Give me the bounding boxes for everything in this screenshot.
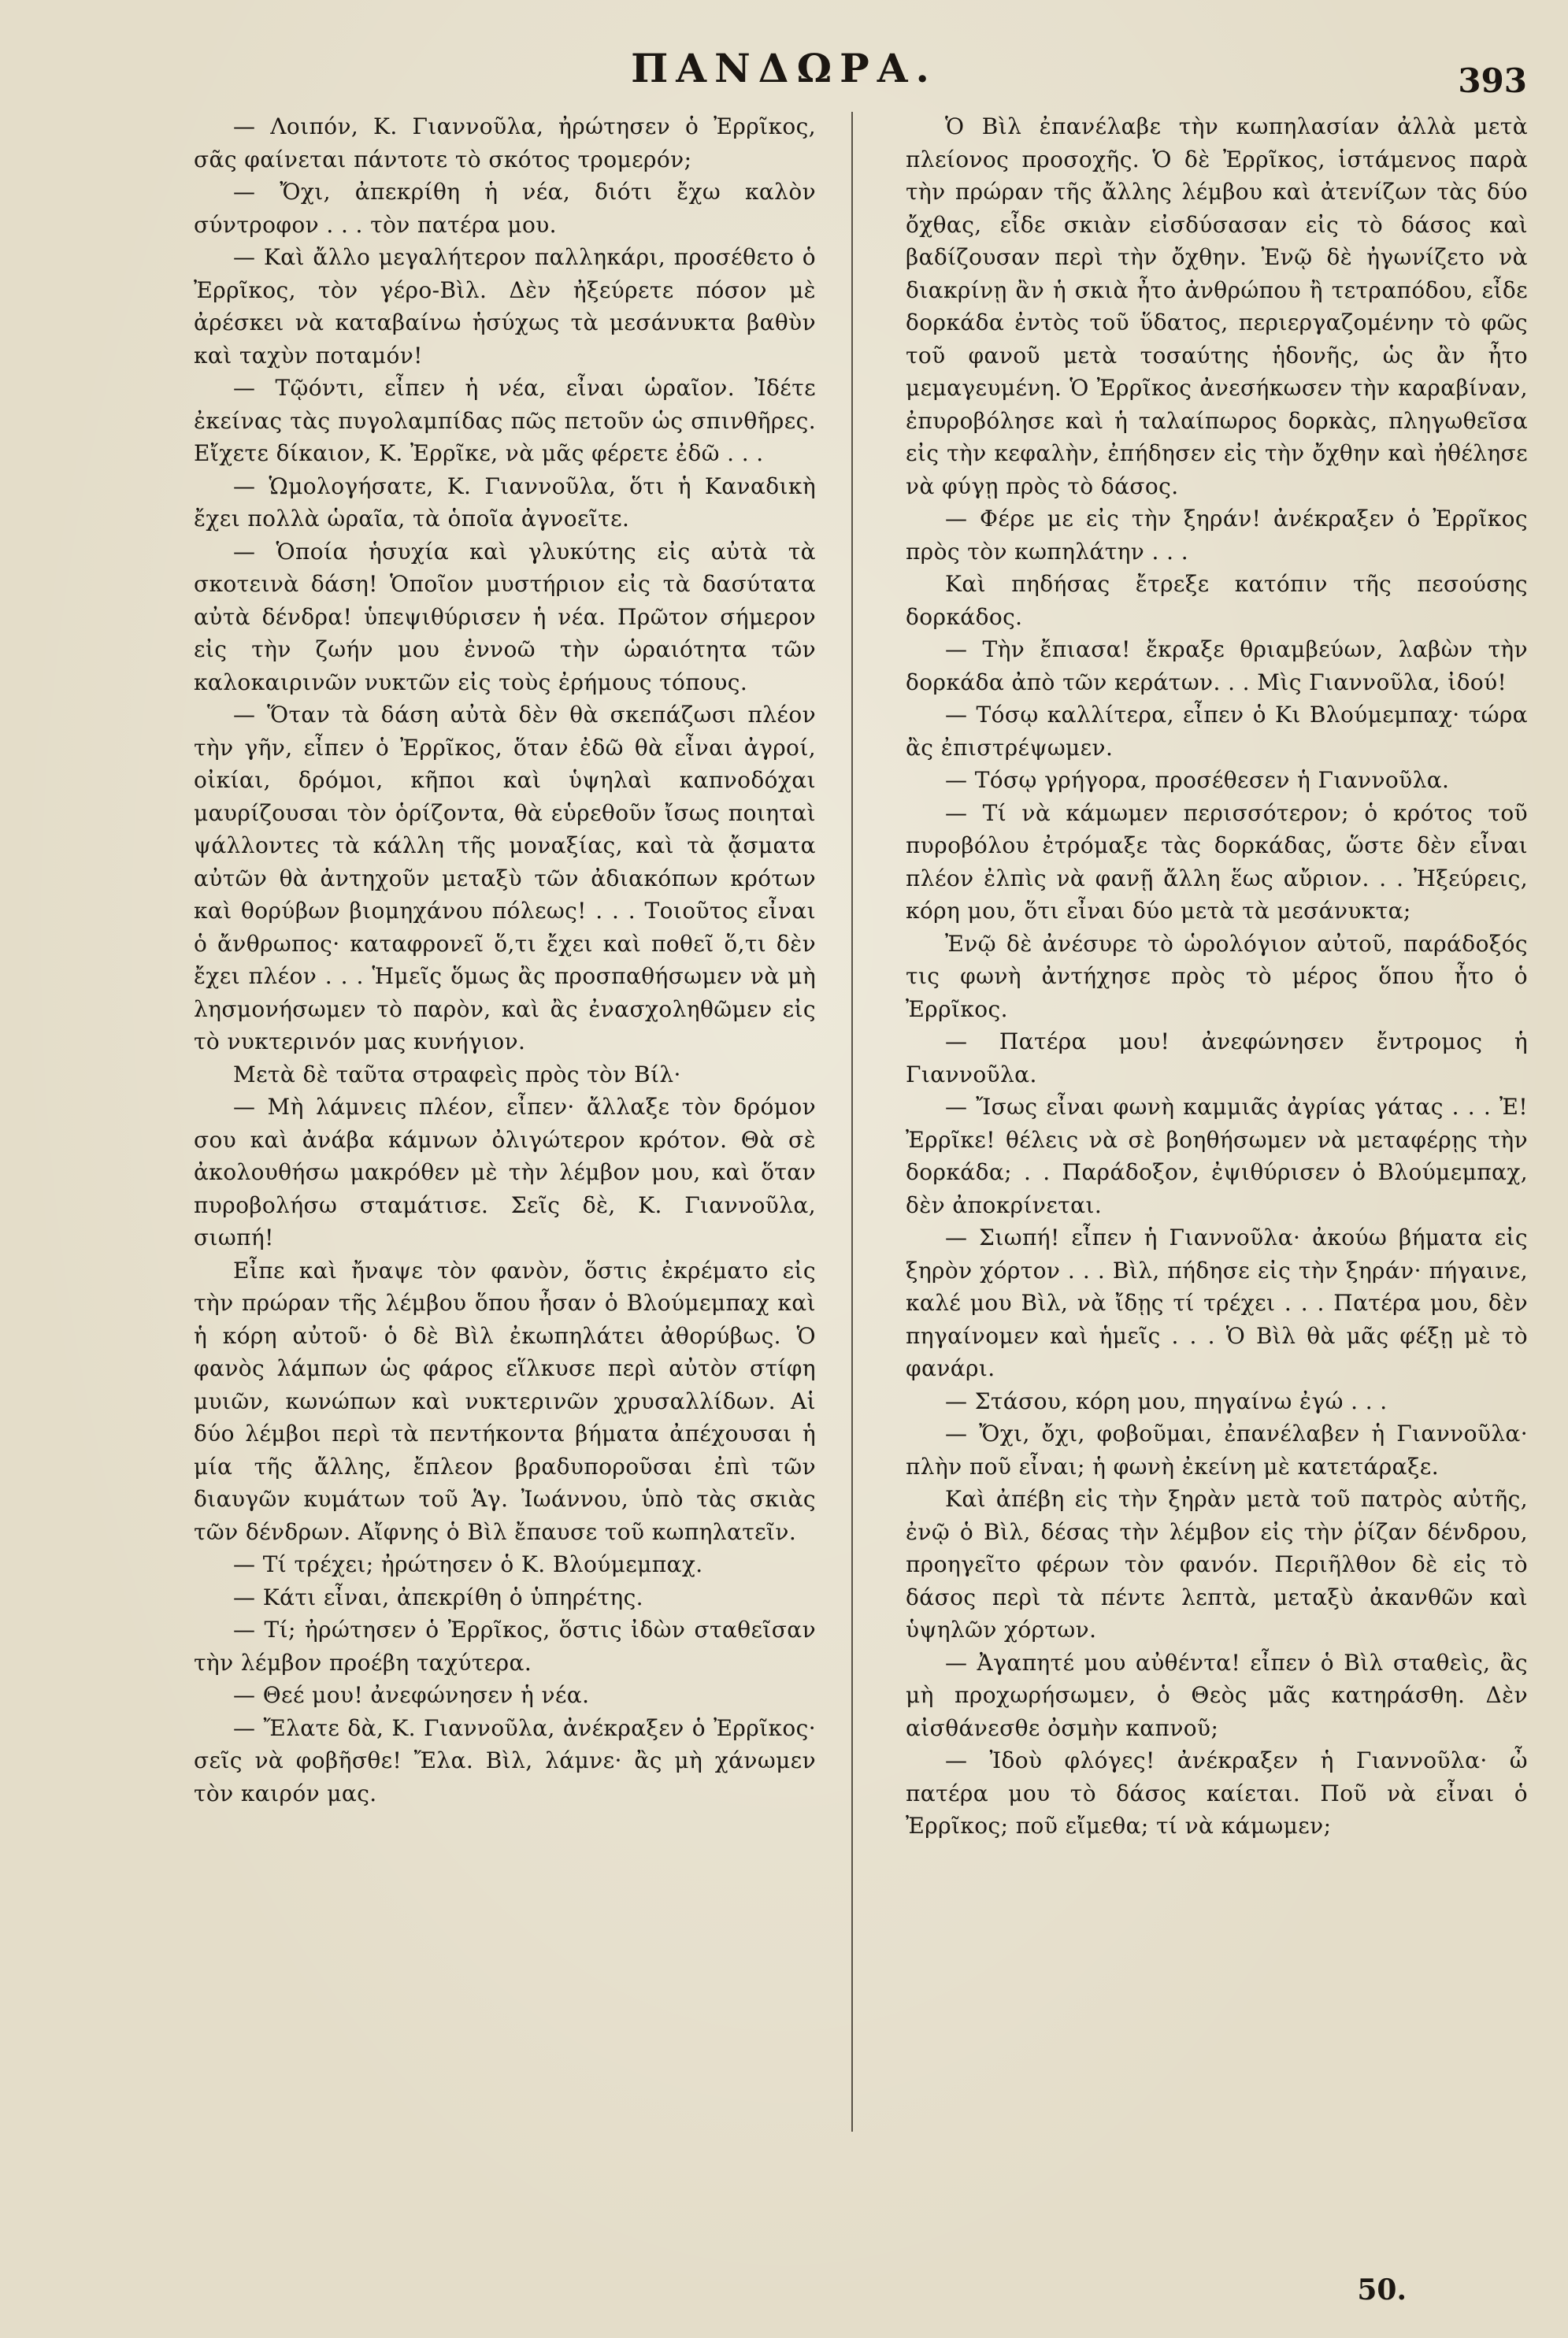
paragraph: — Στάσου, κόρη μου, πηγαίνω ἐγώ . . .: [945, 1388, 1388, 1414]
paragraph: Ὁ Βὶλ ἐπανέλαβε τὴν κωπηλασίαν ἀλλὰ μετὰ πλείονος προσοχῆς. Ὁ δὲ Ἐρρῖκος, ἱστάμενος παρὰ τὴν πρώραν τῆς ἄλλης λέμβου καὶ ἀτενίζων τὰς δύο ὄχθας, εἶδε σκιὰν εἰσδύσασαν εἰς τὸ δάσος καὶ βαδίζουσαν περὶ τὴν ὄχθην. Ἐνῷ δὲ ἠγωνίζετο νὰ διακρίνῃ ἂν ἡ σκιὰ ἦτο ἀνθρώπου ἢ τετραπόδου, εἶδε δορκάδα ἐντὸς τοῦ ὕδατος, περιεργαζομένην τὸ φῶς τοῦ φανοῦ μετὰ τοσαύτης ἡδονῆς, ὡς ἂν ἦτο μεμαγευμένη. Ὁ Ἐρρῖκος ἀνεσήκωσεν τὴν καραβίναν, ἐπυροβόλησε καὶ ἡ ταλαίπωρος δορκὰς, πληγωθεῖσα εἰς τὴν κεφαλὴν, ἐπήδησεν εἰς τὴν ὄχθην καὶ ἠθέλησε νὰ φύγῃ πρὸς τὸ δάσος.: [906, 113, 1528, 499]
paragraph: — Ἰδοὺ φλόγες! ἀνέκραξεν ἡ Γιαννοῦλα· ὦ πατέρα μου τὸ δάσος καίεται. Ποῦ νὰ εἶναι ὁ Ἐρρῖκος; ποῦ εἴμεθα; τί νὰ κάμωμεν;: [906, 1747, 1528, 1839]
paragraph: — Μὴ λάμνεις πλέον, εἶπεν· ἄλλαξε τὸν δρόμον σου καὶ ἀνάβα κάμνων ὀλιγώτερον κρότον. Θὰ σὲ ἀκολουθήσω μακρόθεν μὲ τὴν λέμβον μου, καὶ ὅταν πυροβολήσω σταμάτισε. Σεῖς δὲ, Κ. Γιαννοῦλα, σιωπή!: [194, 1094, 816, 1251]
paragraph: Μετὰ δὲ ταῦτα στραφεὶς πρὸς τὸν Βίλ·: [233, 1061, 681, 1087]
paragraph: — Ὁποία ἡσυχία καὶ γλυκύτης εἰς αὐτὰ τὰ σκοτεινὰ δάση! Ὁποῖον μυστήριον εἰς τὰ δασύτατα αὐτὰ δένδρα! ὑπεψιθύρισεν ἡ νέα. Πρῶτον σήμερον εἰς τὴν ζωήν μου ἐννοῶ τὴν ὡραιότητα τῶν καλοκαιρινῶν νυκτῶν εἰς τοὺς ἐρήμους τόπους.: [194, 538, 816, 695]
signature-mark: 50.: [1357, 2273, 1407, 2307]
paragraph: — Τῷόντι, εἶπεν ἡ νέα, εἶναι ὡραῖον. Ἰδέτε ἐκείνας τὰς πυγολαμπίδας πῶς πετοῦν ὡς σπινθῆρες. Εἴχετε δίκαιον, Κ. Ἐρρῖκε, νὰ μᾶς φέρετε ἐδῶ . . .: [194, 375, 816, 466]
page-number: 393: [1458, 61, 1527, 100]
paragraph: — Κάτι εἶναι, ἀπεκρίθη ὁ ὑπηρέτης.: [233, 1584, 643, 1610]
paragraph: — Τί τρέχει; ἠρώτησεν ὁ Κ. Βλούμεμπαχ.: [233, 1551, 703, 1577]
paragraph: — Τόσῳ γρήγορα, προσέθεσεν ἡ Γιαννοῦλα.: [945, 767, 1450, 793]
paragraph: Εἶπε καὶ ἤναψε τὸν φανὸν, ὅστις ἐκρέματο εἰς τὴν πρώραν τῆς λέμβου ὅπου ἦσαν ὁ Βλούμεμπαχ καὶ ἡ κόρη αὐτοῦ· ὁ δὲ Βὶλ ἐκωπηλάτει ἀθορύβως. Ὁ φανὸς λάμπων ὡς φάρος εἵλκυσε περὶ αὐτὸν στίφη μυιῶν, κωνώπων καὶ νυκτερινῶν χρυσαλλίδων. Αἱ δύο λέμβοι περὶ τὰ πεντήκοντα βήματα ἀπέχουσαι ἡ μία τῆς ἄλλης, ἔπλεον βραδυποροῦσαι ἐπὶ τῶν διαυγῶν κυμάτων τοῦ Ἁγ. Ἰωάννου, ὑπὸ τὰς σκιὰς τῶν δένδρων. Αἴφνης ὁ Βὶλ ἔπαυσε τοῦ κωπηλατεῖν.: [194, 1257, 816, 1545]
paragraph: — Τόσῳ καλλίτερα, εἶπεν ὁ Κι Βλούμεμπαχ· τώρα ἂς ἐπιστρέψωμεν.: [906, 702, 1528, 761]
paragraph: — Λοιπόν, Κ. Γιαννοῦλα, ἠρώτησεν ὁ Ἐρρῖκος, σᾶς φαίνεται πάντοτε τὸ σκότος τρομερόν;: [194, 113, 816, 172]
paragraph: Καὶ πηδήσας ἔτρεξε κατόπιν τῆς πεσούσης δορκάδος.: [906, 571, 1528, 630]
paragraph: — Πατέρα μου! ἀνεφώνησεν ἔντρομος ἡ Γιαννοῦλα.: [906, 1028, 1528, 1087]
paragraph: — Ὄχι, ὄχι, φοβοῦμαι, ἐπανέλαβεν ἡ Γιαννοῦλα· πλὴν ποῦ εἶναι; ἡ φωνὴ ἐκείνη μὲ κατετάραξε.: [906, 1421, 1528, 1480]
paragraph: — Ἴσως εἶναι φωνὴ καμμιᾶς ἀγρίας γάτας . . . Ἐ! Ἐρρῖκε! θέλεις νὰ σὲ βοηθήσωμεν νὰ μεταφέρῃς τὴν δορκάδα; . . Παράδοξον, ἐψιθύρισεν ὁ Βλούμεμπαχ, δὲν ἀποκρίνεται.: [906, 1094, 1528, 1218]
paragraph: — Τί νὰ κάμωμεν περισσότερον; ὁ κρότος τοῦ πυροβόλου ἐτρόμαξε τὰς δορκάδας, ὥστε δὲν εἶναι πλέον ἐλπὶς νὰ φανῇ ἄλλη ἕως αὔριον. . . Ἠξεύρεις, κόρη μου, ὅτι εἶναι δύο μετὰ τὰ μεσάνυκτα;: [906, 799, 1528, 924]
paragraph: Ἐνῷ δὲ ἀνέσυρε τὸ ὡρολόγιον αὐτοῦ, παράδοξός τις φωνὴ ἀντήχησε πρὸς τὸ μέρος ὅπου ἦτο ὁ Ἐρρῖκος.: [906, 930, 1528, 1022]
paragraph: — Ὡμολογήσατε, Κ. Γιαννοῦλα, ὅτι ἡ Καναδικὴ ἔχει πολλὰ ὡραῖα, τὰ ὁποῖα ἀγνοεῖτε.: [194, 472, 816, 532]
paragraph: — Καὶ ἄλλο μεγαλήτερον παλληκάρι, προσέθετο ὁ Ἐρρῖκος, τὸν γέρο-Βὶλ. Δὲν ἠξεύρετε πόσον μὲ ἀρέσκει νὰ καταβαίνω ἡσύχως τὰ μεσάνυκτα βαθὺν καὶ ταχὺν ποταμόν!: [194, 244, 816, 369]
paragraph: — Τί; ἠρώτησεν ὁ Ἐρρῖκος, ὅστις ἰδὼν σταθεῖσαν τὴν λέμβον προέβη ταχύτερα.: [194, 1617, 816, 1676]
paragraph: — Ὄχι, ἀπεκρίθη ἡ νέα, διότι ἔχω καλὸν σύντροφον . . . τὸν πατέρα μου.: [194, 179, 816, 238]
paragraph: — Ὅταν τὰ δάση αὐτὰ δὲν θὰ σκεπάζωσι πλέον τὴν γῆν, εἶπεν ὁ Ἐρρῖκος, ὅταν ἐδῶ θὰ εἶναι ἀγροί, οἰκίαι, δρόμοι, κῆποι καὶ ὑψηλαὶ καπνοδόχαι μαυρίζουσαι τὸν ὁρίζοντα, θὰ εὑρεθοῦν ἴσως ποιηταὶ ψάλλοντες τὰ κάλλη τῆς μοναξίας, καὶ τὰ ᾄσματα αὐτῶν θὰ ἀντηχοῦν μεταξὺ τῶν ἀδιακόπων κρότων καὶ θορύβων βιομηχάνου πόλεως! . . . Τοιοῦτος εἶναι ὁ ἄνθρωπος· καταφρονεῖ ὅ,τι ἔχει καὶ ποθεῖ ὅ,τι δὲν ἔχει πλέον . . . Ἡμεῖς ὅμως ἂς προσπαθήσωμεν νὰ μὴ λησμονήσωμεν τὸ παρὸν, καὶ ἂς ἐνασχοληθῶμεν εἰς τὸ νυκτερινόν μας κυνήγιον.: [194, 702, 816, 1054]
paragraph: — Φέρε με εἰς τὴν ξηράν! ἀνέκραξεν ὁ Ἐρρῖκος πρὸς τὸν κωπηλάτην . . .: [906, 506, 1528, 565]
page-title: ΠΑΝΔΩΡΑ.: [631, 45, 937, 91]
paragraph: — Θεέ μου! ἀνεφώνησεν ἡ νέα.: [233, 1682, 590, 1708]
paragraph: — Ἀγαπητέ μου αὐθέντα! εἶπεν ὁ Βὶλ σταθεὶς, ἂς μὴ προχωρήσωμεν, ὁ Θεὸς μᾶς κατηράσθη. Δὲν αἰσθάνεσθε ὀσμὴν καπνοῦ;: [906, 1649, 1528, 1741]
paragraph: — Τὴν ἔπιασα! ἔκραξε θριαμβεύων, λαβὼν τὴν δορκάδα ἀπὸ τῶν κεράτων. . . Μὶς Γιαννοῦλα, ἰδού!: [906, 636, 1528, 695]
paragraph: — Σιωπή! εἶπεν ἡ Γιαννοῦλα· ἀκούω βήματα εἰς ξηρὸν χόρτον . . . Βὶλ, πήδησε εἰς τὴν ξηράν· πήγαινε, καλέ μου Βὶλ, νὰ ἴδῃς τί τρέχει . . . Πατέρα μου, δὲν πηγαίνομεν καὶ ἡμεῖς . . . Ὁ Βὶλ θὰ μᾶς φέξῃ μὲ τὸ φανάρι.: [906, 1225, 1528, 1381]
paragraph: Καὶ ἀπέβη εἰς τὴν ξηρὰν μετὰ τοῦ πατρὸς αὐτῆς, ἐνῷ ὁ Βὶλ, δέσας τὴν λέμβον εἰς τὴν ῥίζαν δένδρου, προηγεῖτο φέρων τὸν φανόν. Περιῆλθον δὲ εἰς τὸ δάσος περὶ τὰ πέντε λεπτὰ, μεταξὺ ἀκανθῶν καὶ ὑψηλῶν χόρτων.: [906, 1486, 1528, 1643]
left-column: [194, 110, 816, 1810]
column-divider: [851, 112, 853, 2132]
right-column: [906, 110, 1528, 1843]
paragraph: — Ἔλατε δὰ, Κ. Γιαννοῦλα, ἀνέκραξεν ὁ Ἐρρῖκος· σεῖς νὰ φοβῆσθε! Ἔλα. Βὶλ, λάμνε· ἂς μὴ χάνωμεν τὸν καιρόν μας.: [194, 1714, 816, 1806]
